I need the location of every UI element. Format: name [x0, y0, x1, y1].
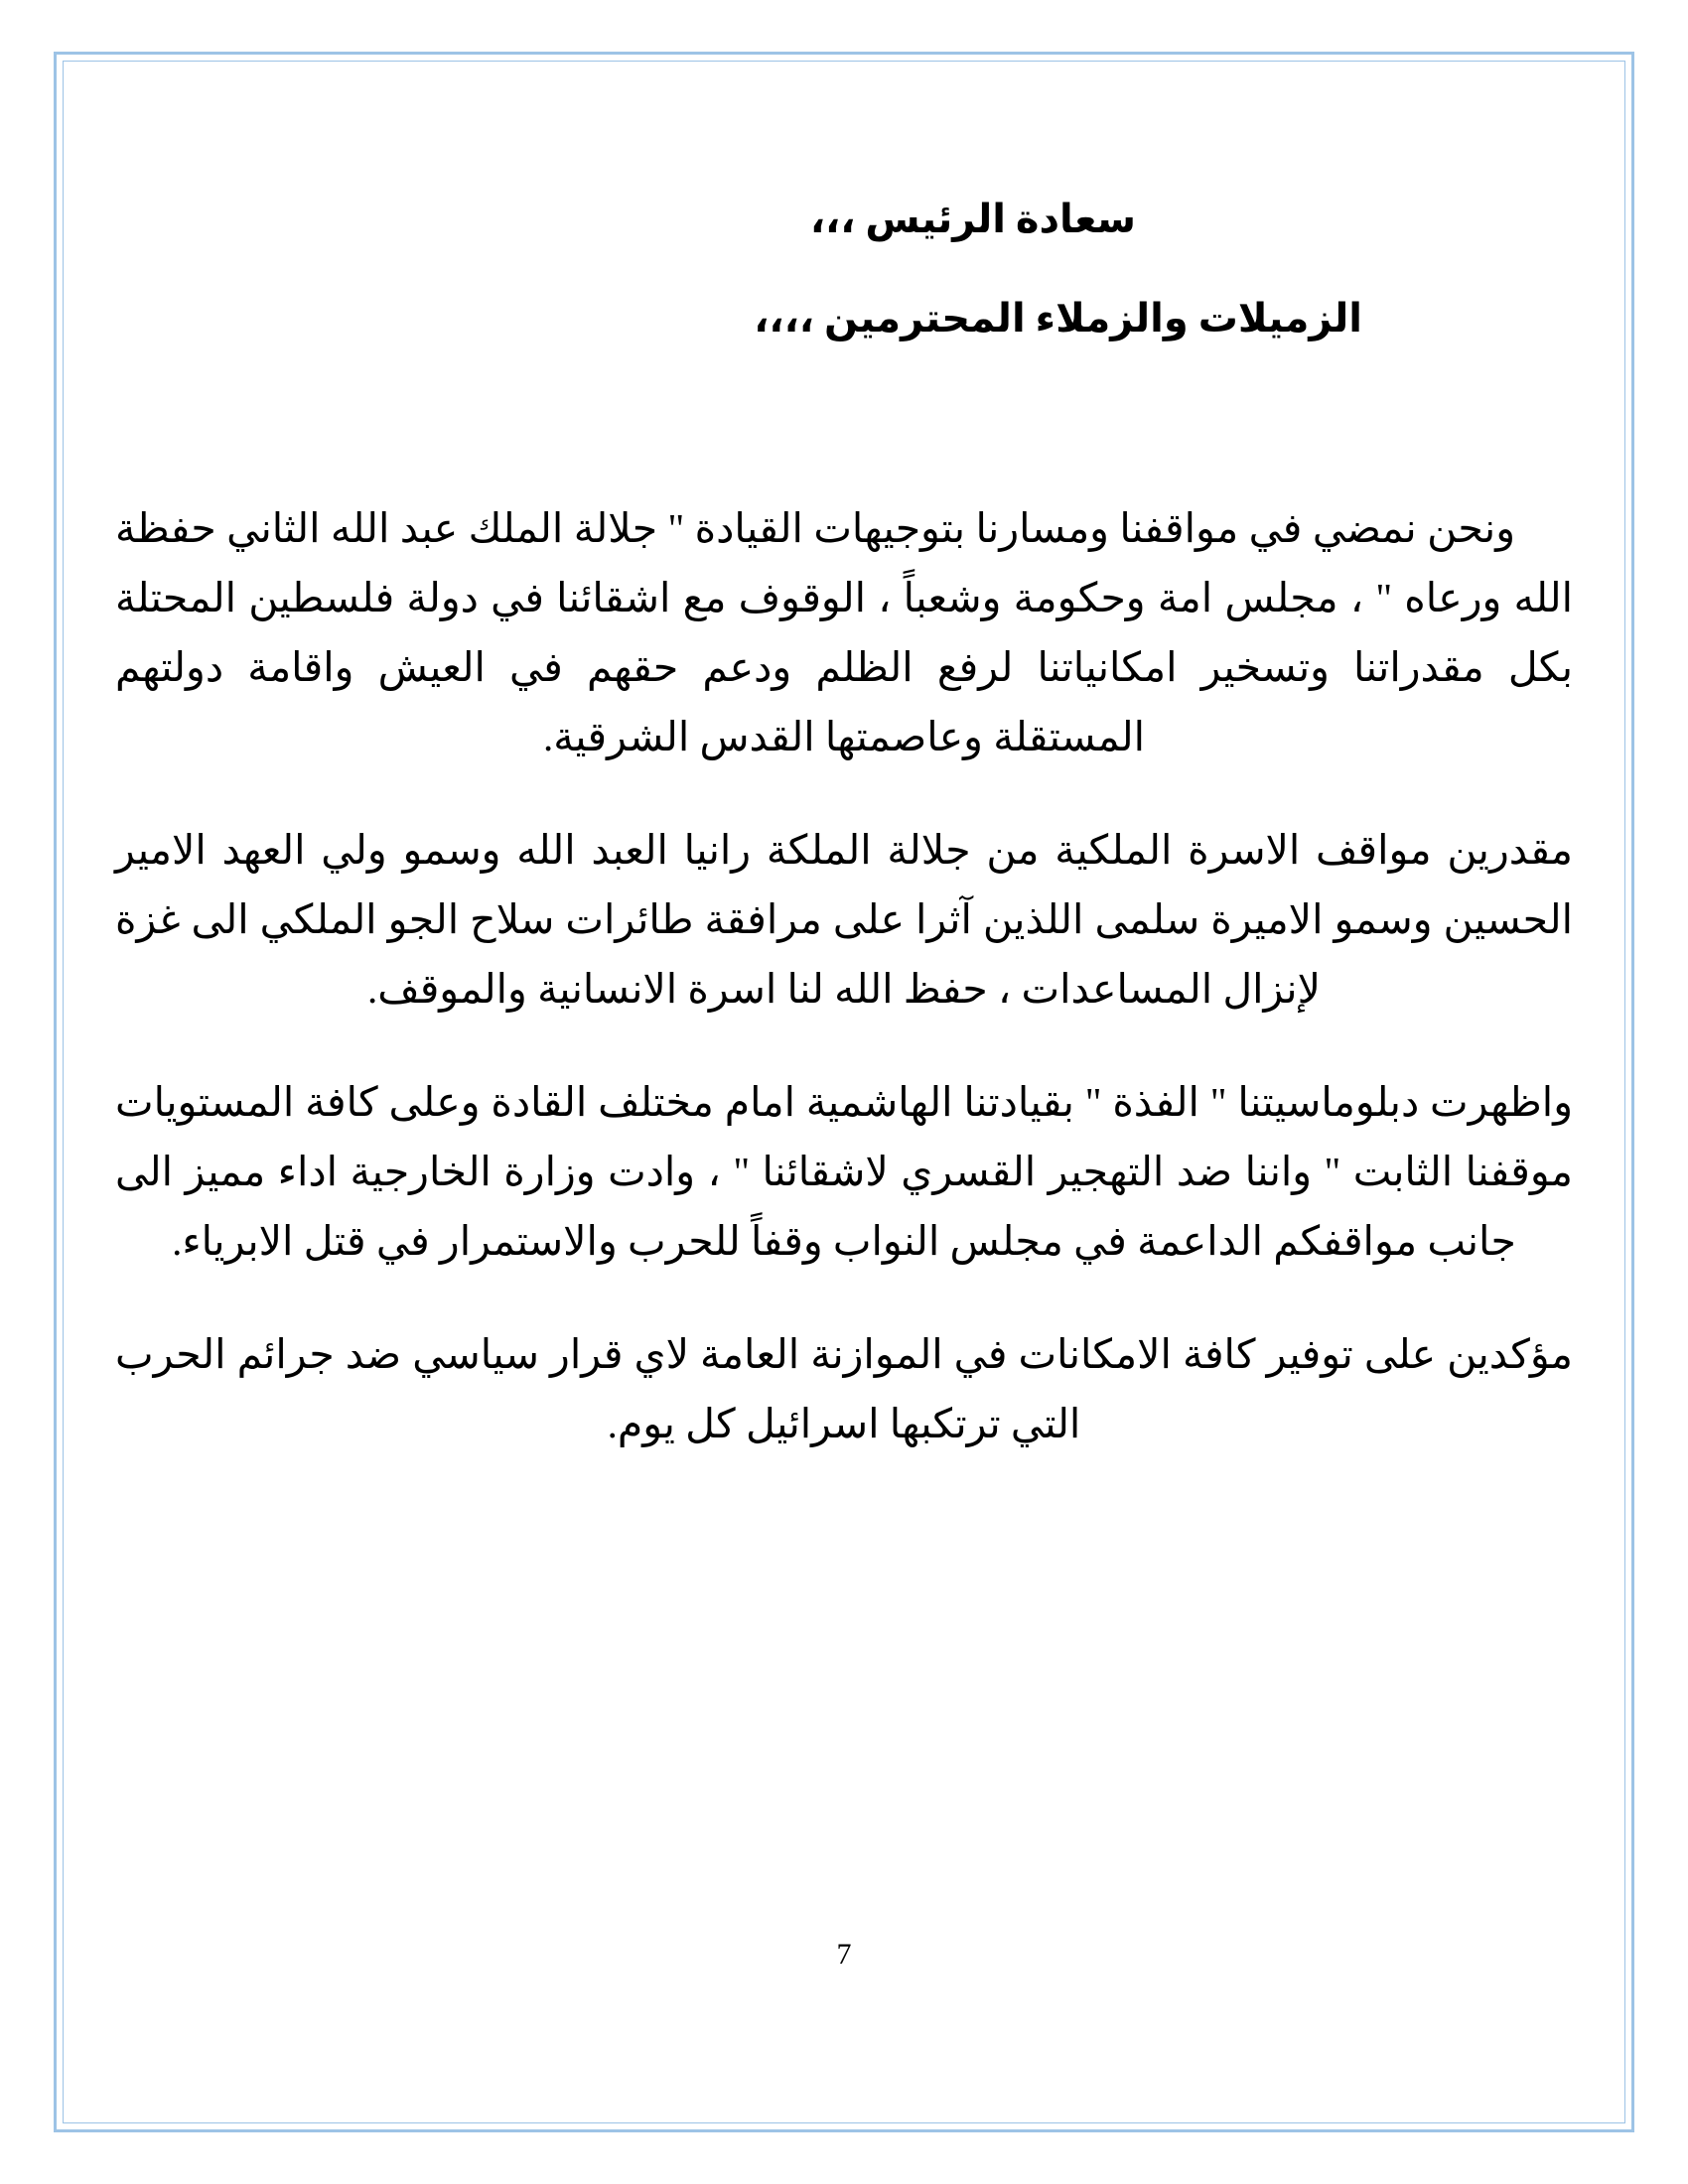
page-border-outer [54, 52, 1634, 2132]
paragraph-budget: مؤكدين على توفير كافة الامكانات في الموازنة العامة لاي قرار سياسي ضد جرائم الحرب التي ترتكبها اسرائيل كل يوم. [115, 1331, 1573, 1446]
paragraph-leadership-directives: ونحن نمضي في مواقفنا ومسارنا بتوجيهات القيادة " جلالة الملك عبد الله الثاني حفظة الله ورعاه " ، مجلس امة وحكومة وشعباً ، الوقوف مع اشقائنا في دولة فلسطين المحتلة بكل مقدراتنا وتسخير امكانياتنا لرفع الظلم ودعم حقهم في العيش واقامة دولتهم المستقلة وعاصمتها القدس الشرقية. [115, 505, 1573, 759]
page-border-inner [63, 61, 1625, 2123]
paragraph-royal-family: مقدرين مواقف الاسرة الملكية من جلالة الملكة رانيا العبد الله وسمو ولي العهد الامير الحسين وسمو الاميرة سلمى اللذين آثرا على مرافقة طائرات سلاح الجو الملكي الى غزة لإنزال المساعدات ، حفظ الله لنا اسرة الانسانية والموقف. [115, 827, 1573, 1012]
page-number: 7 [836, 1938, 852, 1971]
salutation-president-heading: سعادة الرئيس ،،، [809, 197, 1136, 241]
document-body [64, 62, 1624, 1458]
salutation-colleagues-heading: الزميلات والزملاء المحترمين ،،،، [754, 296, 1362, 341]
paragraph-diplomacy: واظهرت دبلوماسيتنا " الفذة " بقيادتنا الهاشمية امام مختلف القادة وعلى كافة المستويات موقفنا الثابت " واننا ضد التهجير القسري لاشقائنا " ، وادت وزارة الخارجية اداء مميز الى جانب مواقفكم الداعمة في مجلس النواب وقفاً للحرب والاستمرار في قتل الابرياء. [115, 1079, 1573, 1264]
